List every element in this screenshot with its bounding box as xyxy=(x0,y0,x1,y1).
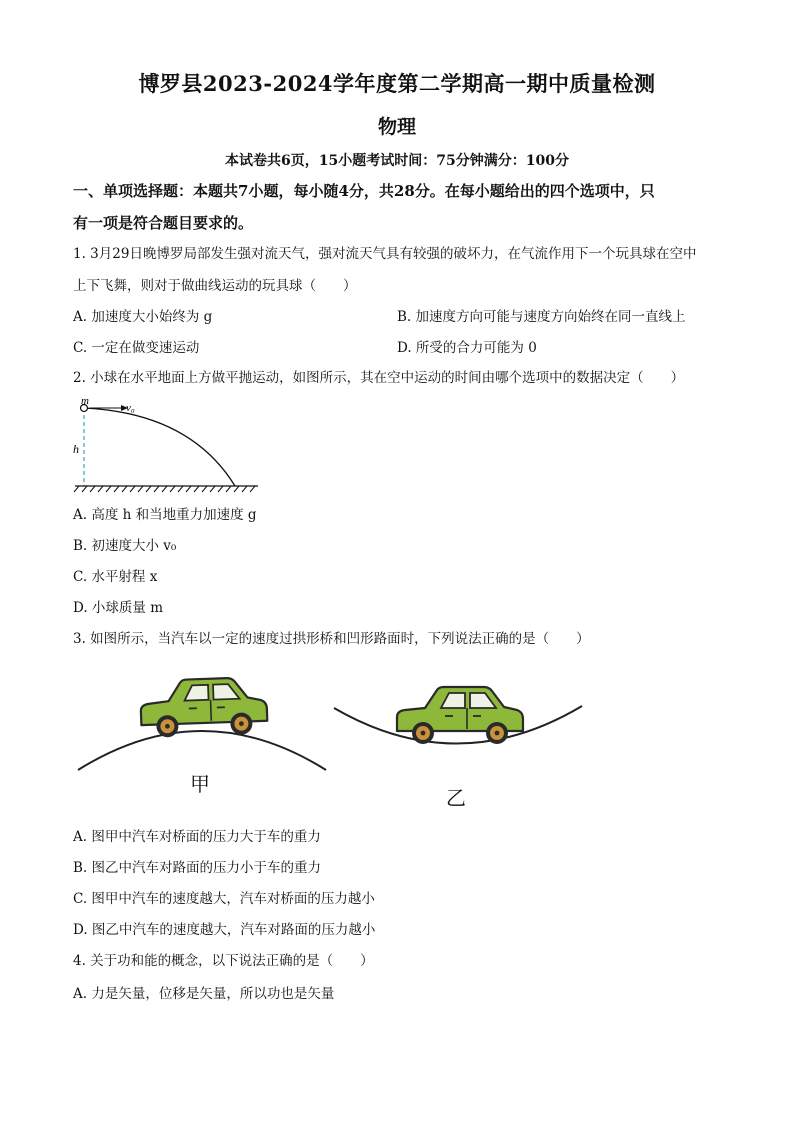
arch-bridge xyxy=(78,731,326,770)
q2-option-d: D. 小球质量 m xyxy=(73,600,164,616)
question-2-stem: 2. 小球在水平地面上方做平抛运动，如图所示，其在空中运动的时间由哪个选项中的数据决定（ ） xyxy=(73,370,685,386)
section-heading xyxy=(73,175,723,239)
question-3-stem: 3. 如图所示，当汽车以一定的速度过拱形桥和凹形路面时，下列说法正确的是（ ） xyxy=(73,631,590,647)
q2-option-c: C. 水平射程 x xyxy=(73,569,158,585)
q1-option-c: C. 一定在做变速运动 xyxy=(73,340,200,356)
section-heading-line1: 一、单项选择题：本题共7小题，每小随4分，共28分。在每小题给出的四个选项中，只 xyxy=(73,182,655,200)
exam-info: 本试卷共6页，15小题考试时间：75分钟满分：100分 xyxy=(225,153,569,169)
label-v0: v₀ xyxy=(126,402,135,414)
label-h: h xyxy=(73,442,79,456)
question-1-line1: 1. 3月29日晚博罗局部发生强对流天气，强对流天气具有较强的破坏力，在气流作用下一个玩具球在空中 xyxy=(73,246,697,262)
exam-title: 博罗县2023-2024学年度第二学期高一期中质量检测 xyxy=(138,71,656,96)
q3-option-c: C. 图甲中汽车的速度越大，汽车对桥面的压力越小 xyxy=(73,891,375,907)
car-on-bridge-icon xyxy=(140,677,268,738)
trajectory-curve xyxy=(84,408,235,486)
figure-label-jia: 甲 xyxy=(190,772,210,796)
question-1-line2: 上下飞舞，则对于做曲线运动的玩具球（ ） xyxy=(73,278,357,294)
q4-option-a: A. 力是矢量，位移是矢量，所以功也是矢量 xyxy=(73,986,335,1002)
projectile-figure xyxy=(70,395,265,495)
label-m: m xyxy=(81,395,89,407)
question-1-stem xyxy=(73,238,723,302)
q3-option-b: B. 图乙中汽车对路面的压力小于车的重力 xyxy=(73,860,322,876)
q1-option-b: B. 加速度方向可能与速度方向始终在同一直线上 xyxy=(397,309,686,325)
q2-option-a: A. 高度 h 和当地重力加速度 g xyxy=(73,507,257,523)
q2-option-b: B. 初速度大小 v₀ xyxy=(73,538,177,554)
question-4-stem: 4. 关于功和能的概念，以下说法正确的是（ ） xyxy=(73,953,374,969)
q1-option-a: A. 加速度大小始终为 g xyxy=(73,309,213,325)
section-heading-line2: 有一项是符合题目要求的。 xyxy=(73,214,254,232)
q3-option-a: A. 图甲中汽车对桥面的压力大于车的重力 xyxy=(73,829,321,845)
ground-hatching xyxy=(74,486,255,492)
figure-label-yi: 乙 xyxy=(446,786,466,810)
car-on-concave-road-icon xyxy=(397,687,523,744)
q1-option-d: D. 所受的合力可能为 0 xyxy=(397,340,537,356)
cars-figure xyxy=(70,670,590,810)
q3-option-d: D. 图乙中汽车的速度越大，汽车对路面的压力越小 xyxy=(73,922,376,938)
subject-title: 物理 xyxy=(377,116,416,138)
